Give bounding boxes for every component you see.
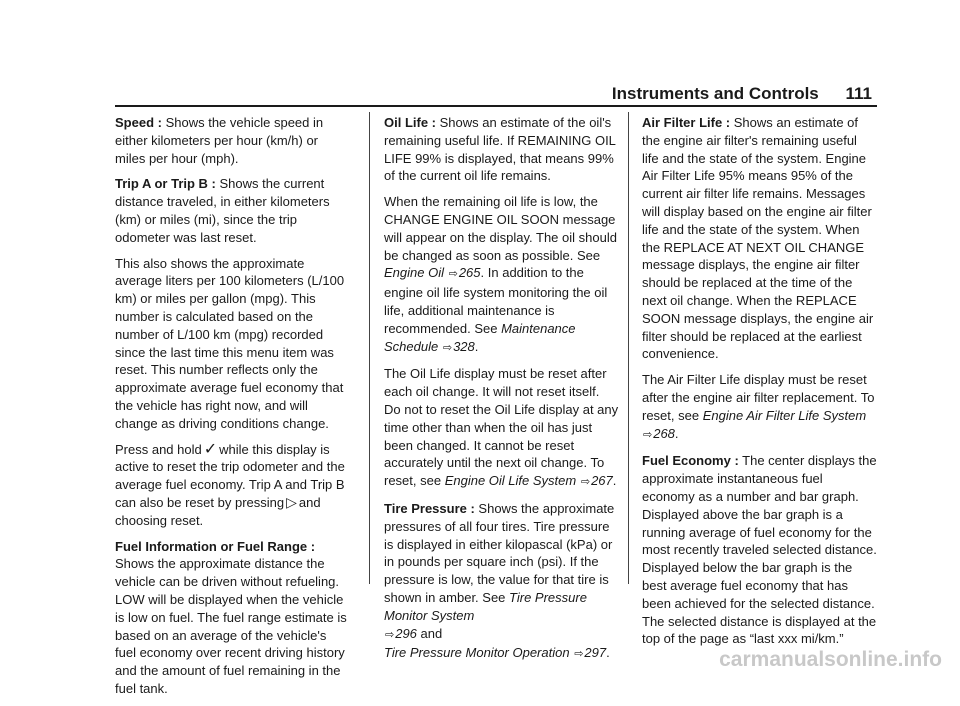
play-arrow-icon: ▷ (286, 493, 297, 510)
body-text: Press and hold (115, 441, 202, 457)
cross-reference-link[interactable]: Tire Pressure Monitor System (384, 589, 587, 623)
term: Air Filter Life : (642, 115, 731, 130)
air-filter-paragraph (642, 114, 877, 363)
cross-reference-link[interactable]: Tire Pressure Monitor Operation (384, 645, 570, 661)
body-text: Shows an estimate of the oil's remaining useful life. If REMAINING OIL LIFE 99% is displayed, that means 99% of the current oil life remains. (384, 115, 616, 184)
cross-reference-link[interactable]: Engine Oil Life System (444, 473, 577, 489)
page-header (612, 84, 872, 104)
oil-paragraph (384, 114, 619, 185)
body-text: The Oil Life display must be reset after each oil change. It will not reset itself. Do not to reset the Oil Life display at any time other than when the oil has just been changed. It cannot be reset accurately until the next oil change. To reset, see (384, 366, 619, 489)
column-divider (628, 112, 629, 584)
speed-paragraph (115, 114, 350, 167)
page-reference[interactable]: 297 (584, 645, 607, 661)
cross-reference-link[interactable]: Engine Air Filter Life System (702, 407, 867, 423)
body-text: and choosing reset. (115, 494, 321, 528)
term: Trip A or Trip B : (115, 176, 216, 192)
body-text: Shows the approximate pressures of all four tires. Tire pressure is displayed in either kilopascal (kPa) or in pounds per square inch (psi). If the pressure is low, the value for that tire is shown in amber. See (384, 500, 615, 605)
column-1 (115, 114, 350, 706)
body-text: Shows the current distance traveled, in either kilometers (km) or miles (mi), since the trip odometer was last reset. (115, 176, 330, 245)
tire-paragraph: Tire Pressure : Shows the approximate pressures of all four tires. Tire pressure is displayed in either kilopascal (kPa) or in pounds per square inch (psi). If the pressure is low, the value for that tire is shown in amber. See Tire Pressure Monitor System ⇨296 and Tire Pressure Monitor Operation ⇨297. (384, 500, 615, 661)
page-reference[interactable]: 296 (395, 625, 417, 641)
page-ref-arrow-icon: ⇨ (442, 341, 453, 354)
air-filter-reset-paragraph: The Air Filter Life display must be reset after the engine air filter replacement. To reset, see Engine Air Filter Life System ⇨268. (642, 372, 875, 441)
column-3 (642, 114, 877, 656)
term: Tire Pressure : (384, 500, 475, 516)
body-text: and (416, 625, 443, 641)
body-text: When the remaining oil life is low, the CHANGE ENGINE OIL SOON message will appear on the display. The oil should be changed as soon as possible. See (384, 194, 617, 263)
page-reference[interactable]: 328 (453, 338, 475, 354)
trip-paragraph (115, 175, 350, 246)
page-reference[interactable]: 268 (653, 425, 675, 441)
page-ref-arrow-icon: ⇨ (643, 428, 653, 441)
cross-reference-link[interactable]: Engine Oil (384, 265, 444, 281)
page-ref-arrow-icon: ⇨ (580, 476, 591, 489)
watermark: carmanualsonline.info (719, 648, 942, 671)
page-reference[interactable]: 265 (458, 265, 481, 281)
body-text: while this display is active to reset the trip odometer and the average fuel economy. Trip A and Trip B can also be reset by pressing (115, 441, 345, 510)
page-ref-arrow-icon: ⇨ (448, 268, 458, 281)
page-ref-arrow-icon: ⇨ (385, 628, 395, 641)
header-rule (115, 105, 877, 107)
fuel-paragraph (115, 538, 350, 698)
body-text: The center displays the approximate instantaneous fuel economy as a number and bar graph. Displayed above the bar graph is a running average of fuel economy for the most recently traveled selected distance. Displayed below the bar graph is the best average fuel economy that has been achieved for the selected distance. The selected distance is displayed at the top of the page as “last xxx mi/km.” (642, 453, 877, 647)
term: Speed : (115, 115, 162, 130)
column-divider (369, 112, 370, 584)
body-text: Shows the vehicle speed in either kilometers per hour (km/h) or miles per hour (mph). (115, 115, 324, 166)
body-text: The Air Filter Life display must be reset after the engine air filter replacement. To reset, see (642, 372, 875, 423)
checkmark-icon: ✓ (203, 440, 218, 458)
body-text: Shows an estimate of the engine air filter's remaining useful life and the state of the system. Engine Air Filter Life 95% means 95% of the current air filter life remains. Messages will display based on the engine air filter life and the state of the system. When the REPLACE AT NEXT OIL CHANGE message displays, the engine air filter should be replaced at the time of the next oil change. When the REPLACE SOON message displays, the engine air filter should be replaced at the earliest convenience. (642, 115, 874, 362)
column-2 (384, 114, 619, 672)
term: Fuel Information or Fuel Range : (115, 538, 316, 554)
body-text: . In addition to the engine oil life system monitoring the oil life, additional maintenance is recommended. See (384, 265, 608, 336)
cross-reference-link[interactable]: Maintenance Schedule (384, 320, 576, 354)
page-reference[interactable]: 267 (591, 473, 613, 489)
page-ref-arrow-icon: ⇨ (574, 648, 584, 661)
body-text: Shows the approximate distance the vehicle can be driven without refueling. LOW will be displayed when the vehicle is low on fuel. The fuel range estimate is based on an average of the vehicle's fuel economy over recent driving history and the amount of fuel remaining in the fuel tank. (115, 556, 347, 696)
section-title: Instruments and Controls (611, 84, 819, 103)
oil-low-paragraph: When the remaining oil life is low, the CHANGE ENGINE OIL SOON message will appear on the display. The oil should be changed as soon as possible. See Engine Oil ⇨265. In addition to the engine oil life system monitoring the oil life, additional maintenance is recommended. See Maintenance Schedule ⇨328. (384, 194, 617, 354)
page-number: 111 (845, 84, 872, 103)
term: Fuel Economy : (642, 453, 739, 469)
trip-detail-paragraph: This also shows the approximate average liters per 100 kilometers (L/100 km) or miles per gallon (mpg). This number is calculated based on the number of L/100 km (mpg) recorded since the last time this menu item was reset. This number reflects only the approximate average fuel economy that the vehicle has right now, and will change as driving conditions change. (115, 255, 345, 431)
reset-paragraph (115, 441, 350, 530)
term: Oil Life : (384, 115, 436, 130)
fuel-economy-paragraph (642, 452, 877, 648)
oil-reset-paragraph: The Oil Life display must be reset after each oil change. It will not reset itself. Do not to reset the Oil Life display at any time other than when the oil has just been changed. It cannot be reset accurately until the next oil change. To reset, see Engine Oil Life System ⇨267. (384, 366, 619, 489)
